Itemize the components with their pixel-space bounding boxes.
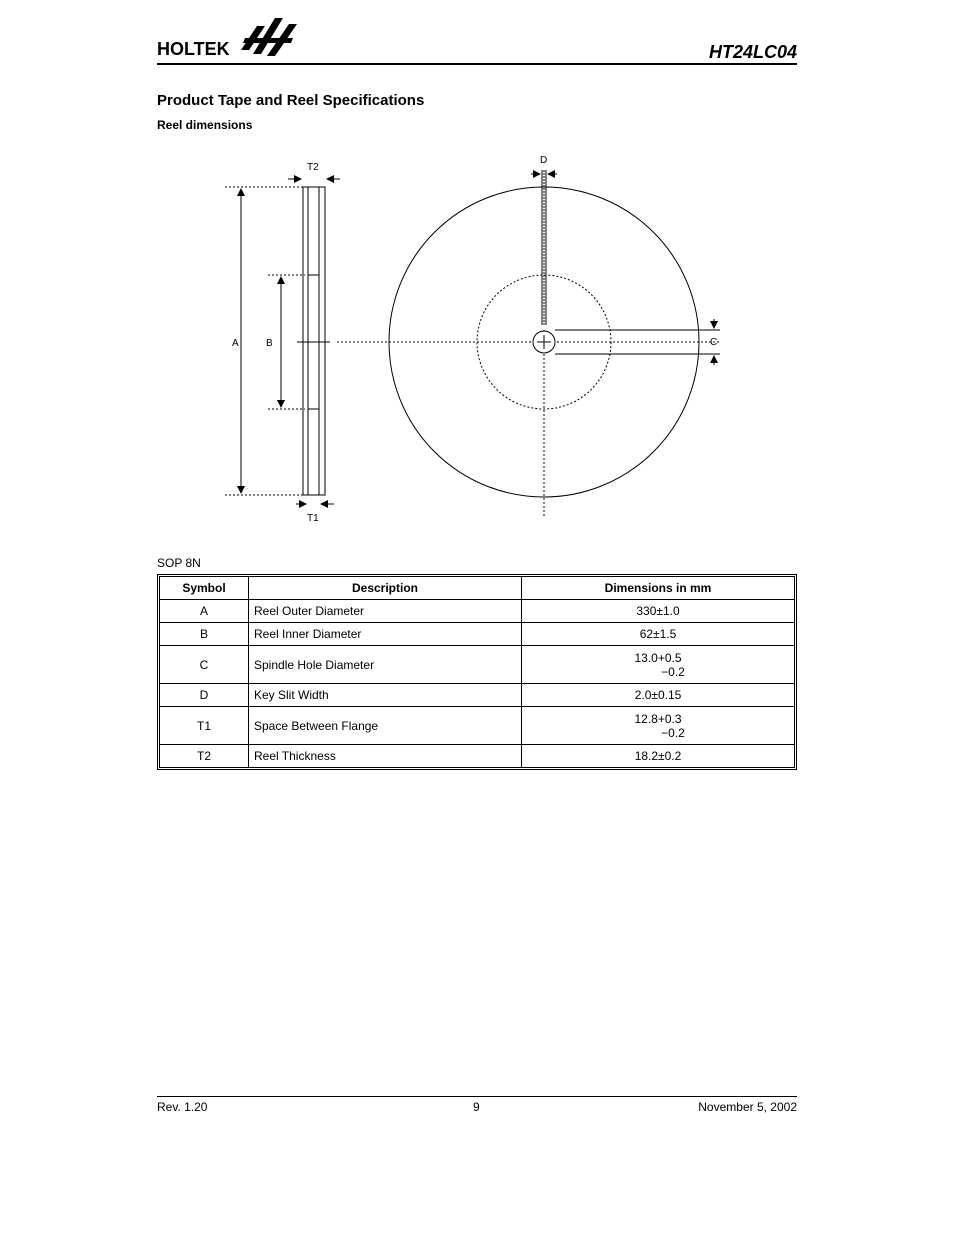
reel-dimension-diagram [0, 140, 954, 530]
subsection-title: Reel dimensions [157, 118, 253, 132]
description-cell: Reel Outer Diameter [249, 600, 522, 623]
logo-text: HOLTEK [157, 39, 230, 59]
label-c: C [710, 337, 718, 348]
hub-bottom [308, 409, 319, 495]
dimension-cell [522, 707, 795, 745]
document-title: HT24LC04 [708, 42, 797, 62]
dimension-cell: 18.2±0.2 [522, 745, 795, 768]
label-t1: T1 [307, 513, 319, 524]
dimension-tolerance: −0.2 [661, 725, 685, 740]
section-title: Product Tape and Reel Specifications [157, 92, 425, 109]
label-a: A [232, 338, 239, 349]
table-row [160, 745, 795, 768]
footer-revision: Rev. 1.20 [157, 1100, 208, 1114]
logo-mark-icon [241, 18, 297, 56]
symbol-cell: T1 [160, 707, 249, 745]
description-cell: Key Slit Width [249, 684, 522, 707]
dimension-cell: 2.0±0.15 [522, 684, 795, 707]
table-row [160, 646, 795, 684]
header-description: Description [249, 577, 522, 600]
reel-spec-table [159, 576, 795, 768]
symbol-cell: B [160, 623, 249, 646]
table-row [160, 600, 795, 623]
symbol-cell: T2 [160, 745, 249, 768]
footer-page-number: 9 [473, 1100, 480, 1114]
description-cell: Reel Inner Diameter [249, 623, 522, 646]
header-dimensions: Dimensions in mm [522, 577, 795, 600]
header-symbol: Symbol [160, 577, 249, 600]
dimension-value: 12.8+0.3 [634, 711, 682, 726]
description-cell: Space Between Flange [249, 707, 522, 745]
label-d: D [540, 155, 548, 166]
dimension-cell: 62±1.5 [522, 623, 795, 646]
hub-top [308, 187, 319, 275]
holtek-logo [157, 12, 302, 62]
header-divider [157, 63, 797, 65]
table-row [160, 684, 795, 707]
footer-date: November 5, 2002 [698, 1100, 797, 1114]
reel-spec-table-frame [157, 574, 797, 770]
description-cell: Reel Thickness [249, 745, 522, 768]
footer-divider [157, 1096, 797, 1097]
table-row [160, 623, 795, 646]
table-header-row [160, 577, 795, 600]
dimension-value: 13.0+0.5 [634, 650, 682, 665]
package-label: SOP 8N [157, 556, 201, 570]
table-row [160, 707, 795, 745]
reel-front-view [337, 170, 720, 518]
dimension-tolerance: −0.2 [661, 664, 685, 679]
left-flange [303, 187, 308, 495]
label-b: B [266, 338, 273, 349]
label-t2: T2 [307, 162, 319, 173]
description-cell: Spindle Hole Diameter [249, 646, 522, 684]
symbol-cell: D [160, 684, 249, 707]
dimension-cell [522, 646, 795, 684]
reel-side-view [225, 179, 340, 504]
right-flange [319, 187, 325, 495]
dimension-cell: 330±1.0 [522, 600, 795, 623]
symbol-cell: A [160, 600, 249, 623]
symbol-cell: C [160, 646, 249, 684]
